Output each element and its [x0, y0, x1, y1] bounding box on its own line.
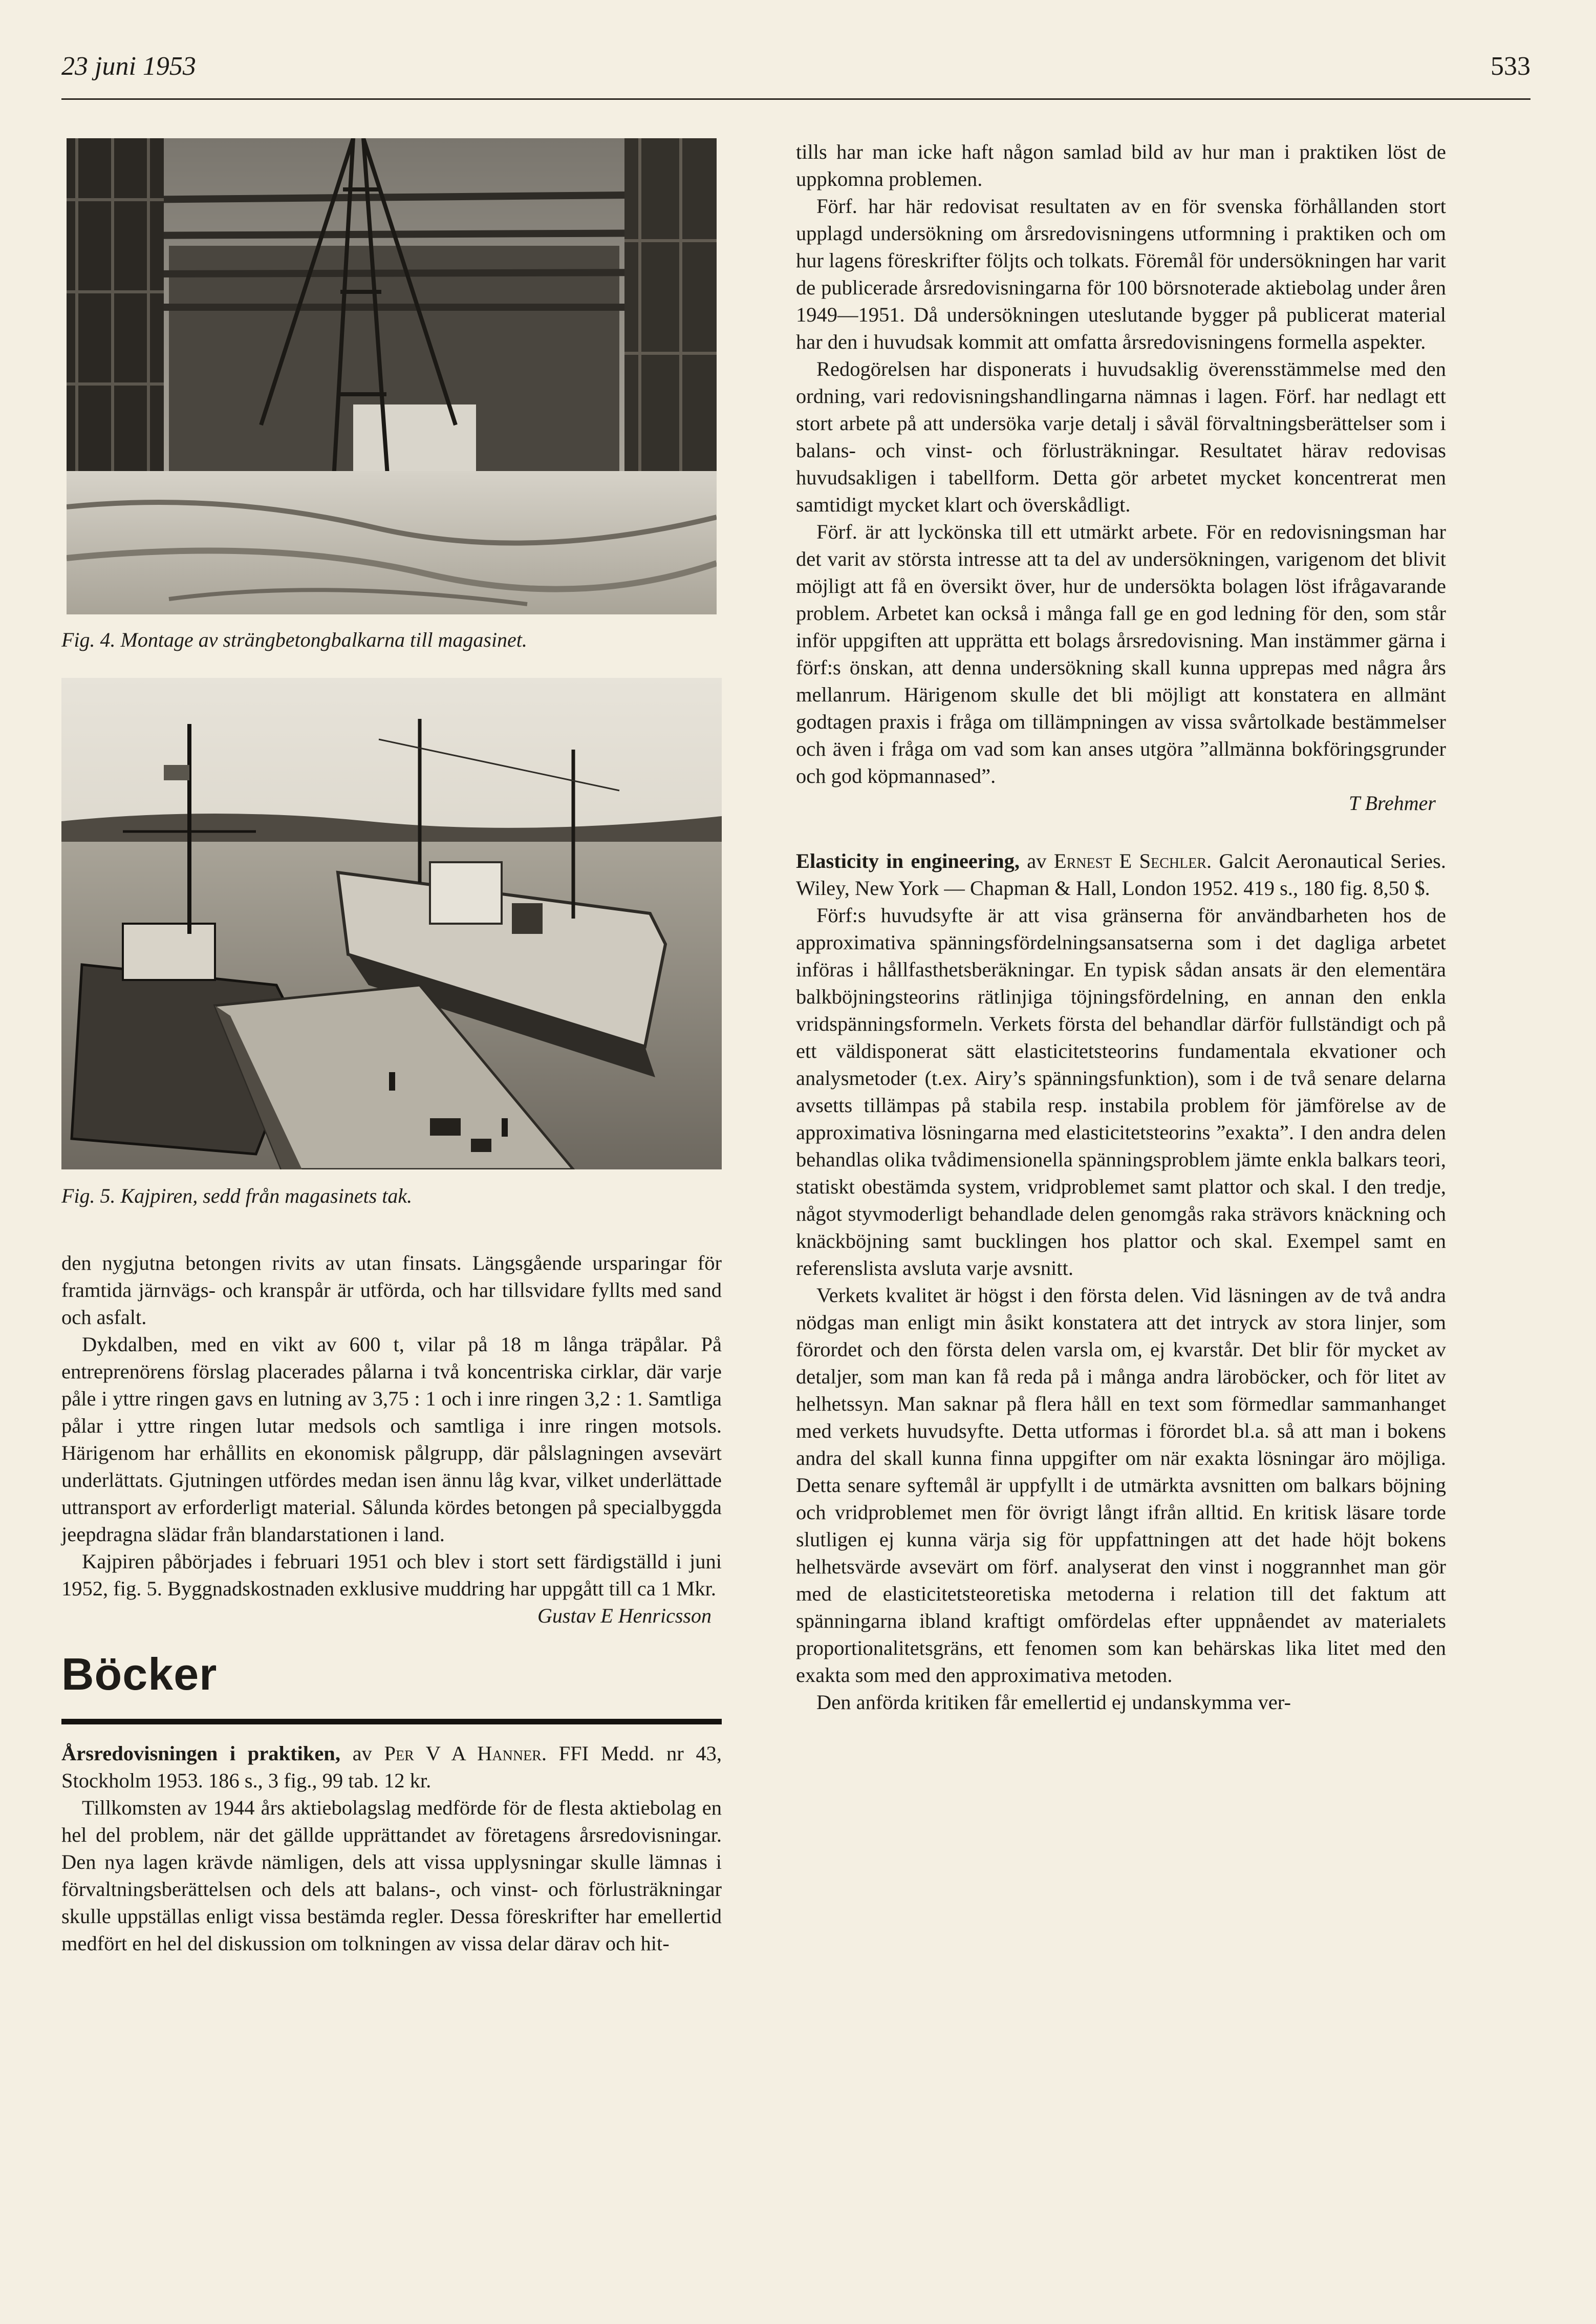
review-details: Galcit Aeronautical Series. Wiley, New York — Chapman & Hall, London 1952. 419 s., 180 fig. 8,50 $. [796, 849, 1447, 900]
review-paragraph: Förf. har här redovisat resultaten av en för svenska förhållanden stort upplagd undersökning om årsredovisningens utformning i praktiken och om hur lagens föreskrifter följts och tolkats. Föremål för undersökningen har varit de publicerade årsredovisningarna för 100 börsnoterade aktiebolag under åren 1949—1951. Då undersökningen uteslutande bygger på publicerat material har den i huvudsak kommit att omfatta årsredovisningens formella aspekter. [796, 195, 1446, 353]
figure-4-photo [67, 138, 717, 614]
construction-hall-illustration [67, 138, 717, 614]
review-author: Per V A Hanner. [384, 1741, 547, 1765]
review-paragraph: Redogörelsen har disponerats i huvudsaklig överensstämmelse med den ordning, vari redovisningshandlingarna nämnas i lagen. Förf. har nedlagt ett stort arbete på att undersöka varje detalj i såväl förvaltningsberättelser som i balans- och vinst- och förlusträkningar. Resultatet härav redovisas huvudsakligen i tabellform. Detta gör arbetet mycket koncentrerat men samtidigt mycket klart och överskådligt. [796, 357, 1446, 516]
left-column [61, 138, 722, 1957]
review-paragraph: Verkets kvalitet är högst i den första delen. Vid läsningen av de två andra nödgas man enligt min åsikt konstatera att det intryck av stora linjer, som förordet och den första delen varsla om, ej kvarstår. Det blir för mycket av detaljer, som man kan få reda på i många andra läroböcker, och för litet av helhetssyn. Man saknar på flera håll en text som förmedlar sammanhanget med verkets huvudsyfte. Detta utformas i förordet bl.a. så att man i bokens andra del skall kunna finna uppgifter om när exakta lösningar äro möjliga. Detta senare syftemål är uppfyllt i de utmärkta avsnitten om balkars böjning och vridproblemet men för övrigt långt ifrån alltid. En kritisk läsare torde slutligen ej kunna värja sig för uppfattningen att det hade höjt bokens helhetsvärde avsevärt om förf. analyserat den vinst i noggrannhet man gör med de elasticitetsteoretiska metoderna i relation till det faktum att spänningarna ibland kraftigt omfördelas efter uppnåendet av materialets proportionalitetsgräns, ett fenomen som kan behärskas lika litet med den exakta som med den approximativa metoden. [796, 1284, 1446, 1687]
review-details: FFI Medd. nr 43, Stockholm 1953. 186 s., 3 fig., 99 tab. 12 kr. [61, 1741, 722, 1792]
article-paragraph: Dykdalben, med en vikt av 600 t, vilar på 18 m långa träpålar. På entreprenörens förslag placerades pålarna i två koncentriska cirklar, där varje påle i yttre ringen gavs en lutning av 3,75 : 1 och i inre ringen 3,2 : 1. Samtliga pålar i yttre ringen lutar medsols och samtliga i inre ringen motsols. Härigenom har erhållits en ekonomisk pålgrupp, där pålslagningen avsevärt underlättats. Gjutningen utfördes medan isen ännu låg kvar, vilket underlättade uttransport av erforderligt material. Sålunda kördes betongen på specialbyggda jeepdragna slädar från blandarstationen i land. [61, 1333, 722, 1546]
review-paragraph: Förf:s huvudsyfte är att visa gränserna för användbarheten hos de approximativa spänningsfördelningsansatserna som i det dagliga arbetet införas i hållfasthetsberäkningar. En typisk sådan ansats är den elementära balkböjningsteorins rätlinjiga töjningsfördelning, en annan den enkla vridspänningsformeln. Verkets första del behandlar därför fullständigt och på ett väldisponerat sätt elasticitetsteorins fundamentala ekvationer och analysmetoder (t.ex. Airy’s spänningsfunktion), som i de två senare delarna avsetts tillämpas på stabila resp. instabila problem för jämförelse av de approximativa lösningarna med elasticitetsteorins ”exakta”. I den andra delen behandlas olika tvådimensionella spänningsproblem jämte enkla balkars teori, statiskt obestämda system, vridproblemet samt plattor och skal. I den tredje, något styvmoderligt behandlade delen genomgås raka strävors knäckning och knäckböjning samt bucklingen hos plattor och skal. Exempel samt en referenslista avsluta varje avsnitt. [796, 904, 1446, 1280]
running-header [61, 51, 1530, 92]
figure-5-caption: Fig. 5. Kajpiren, sedd från magasinets tak. [61, 1184, 413, 1207]
review-signature: T Brehmer [1349, 792, 1436, 815]
review-title: Elasticity in engineering, [796, 849, 1020, 872]
review-title: Årsredovisningen i praktiken, [61, 1741, 340, 1765]
section-rule [61, 1719, 722, 1724]
review-paragraph: tills har man icke haft någon samlad bild av hur man i praktiken löst de uppkomna problemen. [796, 140, 1446, 190]
pier-ships-illustration [61, 678, 722, 1169]
figure-5-photo [61, 678, 722, 1169]
header-rule [61, 98, 1530, 100]
article-signature: Gustav E Henricsson [537, 1604, 711, 1627]
review-byline: av [1027, 849, 1047, 872]
review-paragraph: Tillkomsten av 1944 års aktiebolagslag medförde för de flesta aktiebolag en hel del problem, när det gällde upprättandet av företagens årsredovisningar. Den nya lagen krävde nämligen, dels att vissa upplysningar skulle lämnas i förvaltningsberättelsen och dels att balans-, och vinst- och förlusträkningar skulle uppställas enligt vissa bestämda regler. Dessa föreskrifter har emellertid medfört en hel del diskussion om tolkningen av vissa delar därav och hit- [61, 1796, 722, 1955]
review-heading [61, 1740, 722, 1794]
section-heading: Böcker [61, 1649, 218, 1699]
right-column [796, 138, 1446, 1716]
review-author: Ernest E Sechler. [1053, 849, 1212, 872]
review-paragraph: Den anförda kritiken får emellertid ej undanskymma ver- [816, 1691, 1291, 1714]
article-paragraph: den nygjutna betongen rivits av utan finsats. Längsgående ursparingar för framtida järnvägs- och kranspår är utförda, och har tillsvidare fyllts med sand och asfalt. [61, 1251, 722, 1329]
review-byline: av [352, 1741, 372, 1765]
figure-4-caption: Fig. 4. Montage av strängbetongbalkarna till magasinet. [61, 628, 527, 651]
page-number: 533 [1491, 52, 1530, 81]
article-paragraph: Kajpiren påbörjades i februari 1951 och blev i stort sett färdigställd i juni 1952, fig. 5. Byggnadskostnaden exklusive muddring har uppgått till ca 1 Mkr. [61, 1550, 722, 1600]
issue-date: 23 juni 1953 [61, 52, 196, 81]
review-heading [796, 847, 1446, 902]
review-paragraph: Förf. är att lyckönska till ett utmärkt arbete. För en redovisningsman har det varit av största intresse att ta del av undersökningen, varigenom det blivit möjligt att få en översikt över, hur de undersökta bolagen löst ifrågavarande problem. Arbetet kan också i många fall ge en god ledning för den, som står inför uppgiften att upprätta ett bolags årsredovisning. Man instämmer gärna i förf:s önskan, att denna undersökning skall kunna upprepas med några års mellanrum. Härigenom skulle det bli möjligt att konstatera en allmänt godtagen praxis i fråga om tillämpningen av vissa svårtolkade bestämmelser och även i fråga om vad som kan anses utgöra ”allmänna bokföringsgrunder och god köpmannased”. [796, 520, 1446, 787]
